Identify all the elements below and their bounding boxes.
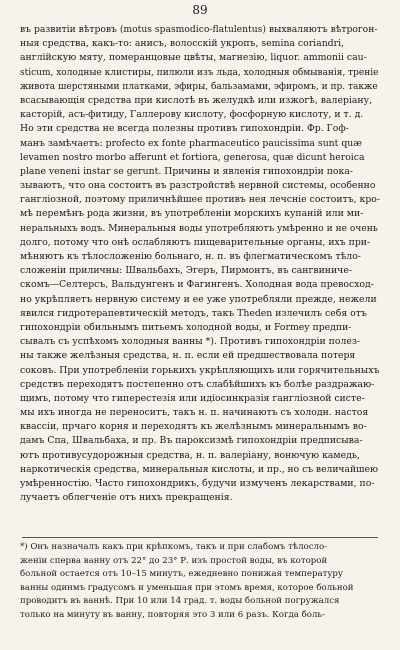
text-line: умѣренностiю. Часто гипохондрикъ, будучи измученъ лекарствами, по- [20,478,375,489]
text-line: лучаетъ облегченiе отъ нихъ прекращенiя. [20,492,233,504]
text-line: мы ихъ иногда не переноситъ, такъ н. п. начинаютъ съ холодн. настоя [20,407,369,419]
text-line: явился гидротерапевтическiй методъ, такъ Thеden излечилъ себя отъ [20,307,367,319]
text-line: ны также желѣзныя средства, н. п. если ей предшествовала потеря [20,350,356,362]
text-line: соковъ. При употребленiи горькихъ укрѣпляющихъ или горячительныхъ [20,364,380,376]
text-line: гипохондрiи обильнымъ питьемъ холодной воды, и Formey предпи- [20,321,352,333]
main-text [20,23,380,505]
footnote-line: проводитъ въ ваннѣ. При 10 или 14 град. т. воды больной погружался [20,596,340,606]
text-line: неральныхъ водъ. Минеральныя воды употребляютъ умѣренно и не очень [20,223,378,234]
text-line: дамъ Спа, Швальбаха, и пр. Въ пароксизмѣ гипохондрiи предписыва- [20,435,363,447]
text-line: мѣняютъ къ тѣлосложенiю больнаго, н. п. въ флегматическомъ тѣло- [20,251,361,262]
footnote-line: больной остается отъ 10–15 минутъ, ежедневно понижая температуру [20,569,343,579]
text-line: средствъ переходятъ постепенно отъ слабѣйшихъ къ болѣе раздражаю- [20,378,375,390]
footnote [20,541,380,622]
text-line: наркотическiя средства, минеральныя кислоты, и пр., но съ величайшею [20,463,378,475]
text-line: sticum, холодные клистиры, пилюли изъ льда, холодныя обмыванiя, тренiе [20,67,379,78]
text-line: скомъ—Селтерсъ, Вальдунгенъ и Фагингенъ. Холодная вода превосход- [20,279,374,291]
text-line: касторiй, асъ-фитиду, Галлерову кислоту, фосфорную кислоту, и т. д. [20,109,364,121]
text-line: Но эти средства не всегда полезны противъ гипохондрiи. Фр. Гоф- [20,123,349,135]
text-line: англiйскую мяту, померанцовые цвѣты, магнезiю, liquor. ammonii cau- [20,52,367,64]
text-line: всасывающiя средства при кислотѣ въ желудкѣ или изжогѣ, валерiану, [20,94,373,106]
footnote-line: *) Онъ назначалъ какъ при крѣпкомъ, такъ и при слабомъ тѣлосло- [20,542,328,552]
text-line: levamen nostro morbo afferunt et fortiora, generosa, quæ dicunt heroica [20,151,365,163]
text-line: живота шерстяными платками, эфиры, бальзамами, эфиромъ, и пр. также [20,81,378,92]
text-line: ютъ противусудорожныя средства, н. п. валерiану, вонючую камедь, [20,449,360,461]
text-line: квассiи, прчаго корня и переходятъ къ желѣзнымъ минеральнымъ во- [20,421,367,433]
text-line: ганглiозной, поэтому приличнѣйшее противъ нея лечснiе состоитъ, кро- [20,194,380,206]
footnote-line: женiи сперва ванну отъ 22° до 23° Р. изъ простой воды, въ которой [20,555,328,566]
footnote-separator [22,537,378,538]
text-line: ныя средства, какъ-то: анисъ, волосскiй укропъ, semina coriandri, [20,38,345,50]
footnote-line: только на минуту въ ванну, повторяя это 3 или 6 разъ. Когда боль- [20,609,326,620]
footnote-line: ванны одинмъ градусомъ и уменьшая при этомъ время, которое больной [20,582,354,593]
text-line: но укрѣпляетъ нервную систему и ее уже употребляли прежде, нежели [20,293,377,305]
text-line: мѣ перемѣнъ рода жизни, въ употребленiи морскихъ купанiй или ми- [20,208,364,220]
text-line: долго, потому что онѣ ослабляютъ пищеварительные органы, ихъ при- [20,236,371,248]
page-number: 89 [192,3,208,17]
text-line: plane veneni instar se gerunt. Причины и явленiя гипохондрiи пока- [20,165,354,177]
text-line: щимъ, потому что гиперестезiя или идiосинкразiя ганглiозной систе- [20,392,365,404]
text-line: зываютъ, что она состоитъ въ разстройствѣ нервной системы, особенно [20,180,376,192]
text-line: сложенiи приличны: Швальбахъ, Эгеръ, Пирмонтъ, въ сангвиниче- [20,265,352,277]
text-line: манъ замѣчаетъ: profecto ex fonte pharmaceutico paucissima sunt quæ [20,137,363,149]
text-line: сывалъ съ успѣхомъ холодныя ванны *). Противъ гипохондрiи полез- [20,336,361,348]
text-line: въ развитiи вѣтровъ (motus spasmodico-flatulentus) выхваляютъ вѣтрогон- [20,24,378,35]
